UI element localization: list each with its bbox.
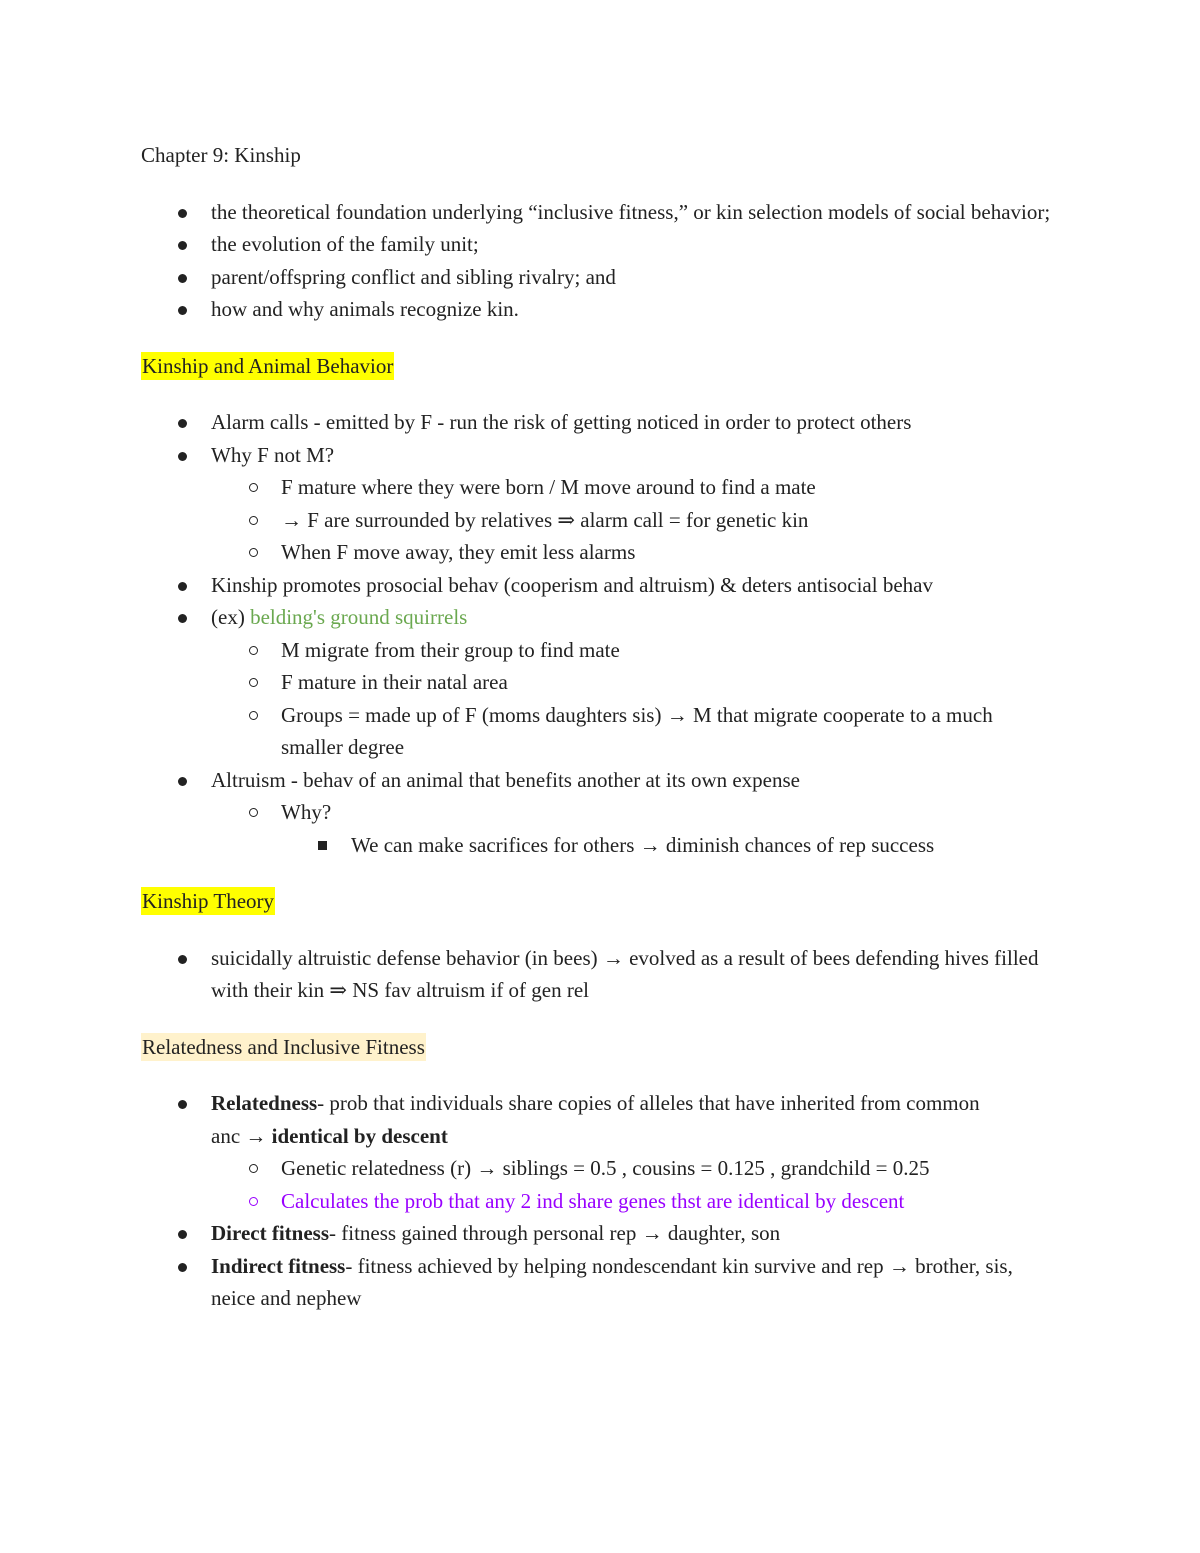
list-item: Alarm calls - emitted by F - run the risk of getting noticed in order to protect others — [141, 406, 1060, 439]
list-item: Kinship promotes prosocial behav (cooperism and altruism) & deters antisocial behav — [141, 569, 1060, 602]
list-item: → F are surrounded by relatives ⇒ alarm call = for genetic kin — [211, 504, 1060, 537]
term-direct-fitness: Direct fitness — [211, 1221, 329, 1245]
bullet-disc-icon — [178, 306, 187, 315]
list-item: how and why animals recognize kin. — [141, 293, 1060, 326]
species-name: belding's ground squirrels — [250, 605, 468, 629]
section2-list — [141, 942, 1060, 1007]
document-title: Chapter 9: Kinship — [141, 143, 301, 167]
list-item: M migrate from their group to find mate — [211, 634, 1060, 667]
list-item: the theoretical foundation underlying “inclusive fitness,” or kin selection models of social behavior; — [141, 196, 1060, 229]
list-item: Groups = made up of F (moms daughters sis) → M that migrate cooperate to a much smaller degree — [211, 699, 1060, 764]
sublist — [211, 634, 1060, 764]
term-indirect-fitness: Indirect fitness — [211, 1253, 346, 1278]
term-relatedness: Relatedness — [211, 1091, 318, 1115]
sublist — [281, 829, 1060, 862]
bullet-circle-icon — [249, 483, 258, 492]
list-item: parent/offspring conflict and sibling rivalry; and — [141, 261, 1060, 294]
bullet-disc-icon — [178, 274, 187, 283]
section3-list — [141, 1087, 1060, 1315]
sublist — [211, 796, 1060, 861]
section-heading-kinship-animal-behavior: Kinship and Animal Behavior — [142, 353, 394, 378]
list-item: Calculates the prob that any 2 ind share genes thst are identical by descent — [211, 1185, 1000, 1218]
bullet-circle-icon — [249, 646, 258, 655]
bullet-disc-icon — [178, 452, 187, 461]
bullet-circle-icon — [249, 1197, 258, 1206]
list-item: Why F not M? F mature where they were born / M move around to find a mate → F are surrounded by relatives ⇒ alarm call = for genetic kin When F move away, they emit less alarms — [141, 439, 1060, 569]
list-item: When F move away, they emit less alarms — [211, 536, 1060, 569]
bullet-circle-icon — [249, 1164, 258, 1173]
bullet-circle-icon — [249, 678, 258, 687]
list-item: (ex) belding's ground squirrels M migrate from their group to find mate F mature in their natal area Groups = made up of F (moms daughters sis) → M that migrate cooperate to a much smaller degree — [141, 601, 1060, 764]
bullet-disc-icon — [178, 582, 187, 591]
bullet-disc-icon — [178, 1100, 187, 1109]
bullet-disc-icon — [178, 777, 187, 786]
list-item: Why? We can make sacrifices for others → diminish chances of rep success — [211, 796, 1060, 861]
sublist — [211, 1152, 1000, 1217]
bullet-circle-icon — [249, 516, 258, 525]
bullet-circle-icon — [249, 711, 258, 720]
bullet-disc-icon — [178, 241, 187, 250]
sublist — [211, 471, 1060, 569]
list-item: Direct fitness- fitness gained through personal rep → daughter, son — [141, 1217, 1060, 1250]
bullet-square-icon — [318, 841, 327, 850]
bullet-disc-icon — [178, 614, 187, 623]
list-item: F mature in their natal area — [211, 666, 1060, 699]
list-item: suicidally altruistic defense behavior (in bees) → evolved as a result of bees defending hives filled with their kin ⇒ NS fav altruism if of gen rel — [141, 942, 1060, 1007]
term-identical-by-descent: identical by descent — [271, 1123, 448, 1148]
list-item: We can make sacrifices for others → diminish chances of rep success — [281, 829, 1060, 862]
bullet-disc-icon — [178, 1230, 187, 1239]
list-item: Genetic relatedness (r) → siblings = 0.5 , cousins = 0.125 , grandchild = 0.25 — [211, 1152, 1000, 1185]
bullet-disc-icon — [178, 955, 187, 964]
bullet-disc-icon — [178, 1263, 187, 1272]
bullet-circle-icon — [249, 548, 258, 557]
list-item: Indirect fitness- fitness achieved by helping nondescendant kin survive and rep → brother, sis, neice and nephew — [141, 1250, 1060, 1315]
bullet-disc-icon — [178, 419, 187, 428]
list-item: Altruism - behav of an animal that benefits another at its own expense Why? We can make sacrifices for others → diminish chances of rep success — [141, 764, 1060, 862]
section-heading-kinship-theory: Kinship Theory — [142, 889, 275, 913]
bullet-disc-icon — [178, 209, 187, 218]
list-item: Relatedness- prob that individuals share copies of alleles that have inherited from common anc → identical by descent Genetic relatedness (r) → siblings = 0.5 , cousins = 0.125 , grandchild = 0.25 Calculates the prob that any 2 ind share genes thst are identical by descent — [141, 1087, 1060, 1217]
section-heading-relatedness-inclusive-fitness: Relatedness and Inclusive Fitness — [142, 1034, 425, 1059]
section1-list — [141, 406, 1060, 861]
intro-list — [141, 196, 1060, 326]
list-item: F mature where they were born / M move around to find a mate — [211, 471, 1060, 504]
bullet-circle-icon — [249, 808, 258, 817]
list-item: the evolution of the family unit; — [141, 228, 1060, 261]
